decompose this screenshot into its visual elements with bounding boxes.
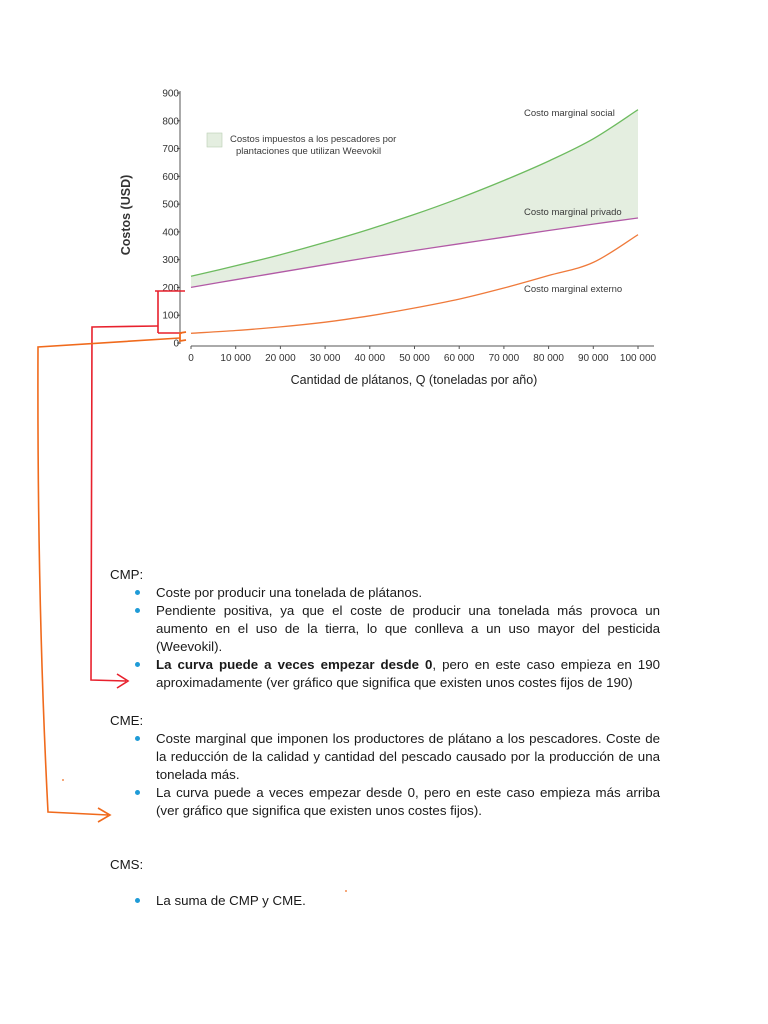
y-tick-label: 200 [162, 282, 179, 294]
legend-label-line1: Costos impuestos a los pescadores por [230, 134, 397, 145]
x-tick-label: 60 000 [443, 353, 475, 364]
cms-list [110, 892, 660, 910]
y-tick-label: 100 [162, 310, 179, 322]
x-tick-label: 20 000 [265, 353, 296, 364]
y-tick-label: 800 [162, 116, 179, 128]
y-tick-label: 500 [162, 199, 179, 211]
x-tick-label: 100 000 [619, 353, 657, 364]
list-item: La curva puede a veces empezar desde 0, pero en este caso empieza más arriba (ver gráfico que significa que existen unos costes fijos). [110, 784, 660, 820]
x-axis-label: Cantidad de plátanos, Q (toneladas por año) [290, 373, 538, 387]
list-item: Coste marginal que imponen los productores de plátano a los pescadores. Coste de la reducción de la calidad y cantidad del pescado causado por la producción de una tonelada más. [110, 730, 660, 784]
cmp-title: CMP: [110, 567, 144, 582]
list-item: La suma de CMP y CME. [110, 892, 660, 910]
cmp-list [110, 584, 660, 692]
y-tick-label: 400 [162, 227, 179, 239]
y-tick-label: 900 [162, 88, 179, 100]
list-item-text: , pero en este caso empieza en 190 aproximadamente (ver gráfico que significa que existen unos costes fijos de 190) [156, 657, 660, 690]
x-tick-label: 0 [188, 353, 194, 364]
y-tick-label: 600 [162, 171, 179, 183]
orange-dot [62, 779, 64, 781]
cms-title: CMS: [110, 857, 144, 872]
list-item: Coste por producir una tonelada de plátanos. [110, 584, 660, 602]
series-label: Costo marginal privado [524, 207, 622, 218]
legend-swatch [207, 133, 222, 147]
cme-list [110, 730, 660, 820]
cme-title: CME: [110, 713, 144, 728]
list-item [110, 656, 660, 692]
x-tick-label: 30 000 [309, 353, 341, 364]
x-tick-label: 10 000 [220, 353, 251, 364]
x-tick-label: 70 000 [488, 353, 520, 364]
series-label: Costo marginal social [524, 108, 615, 119]
series-label: Costo marginal externo [524, 284, 623, 295]
legend-label-line2: plantaciones que utilizan Weevokil [236, 146, 382, 157]
x-tick-label: 40 000 [354, 353, 386, 364]
cost-chart [0, 0, 768, 400]
x-tick-label: 90 000 [578, 353, 609, 364]
chart-legend [207, 133, 396, 157]
x-tick-label: 80 000 [533, 353, 564, 364]
y-tick-label: 700 [162, 144, 179, 156]
x-tick-label: 50 000 [399, 353, 430, 364]
notes-section [110, 566, 660, 910]
y-axis-label: Costos (USD) [119, 174, 133, 256]
list-item: Pendiente positiva, ya que el coste de producir una tonelada más provoca un aumento en el uso de la tierra, lo que conlleva a un uso mayor del pesticida (Weevokil). [110, 602, 660, 656]
y-tick-label: 300 [162, 255, 179, 267]
y-tick-label: 0 [173, 338, 179, 350]
bold-text: La curva puede a veces empezar desde 0 [156, 657, 433, 672]
